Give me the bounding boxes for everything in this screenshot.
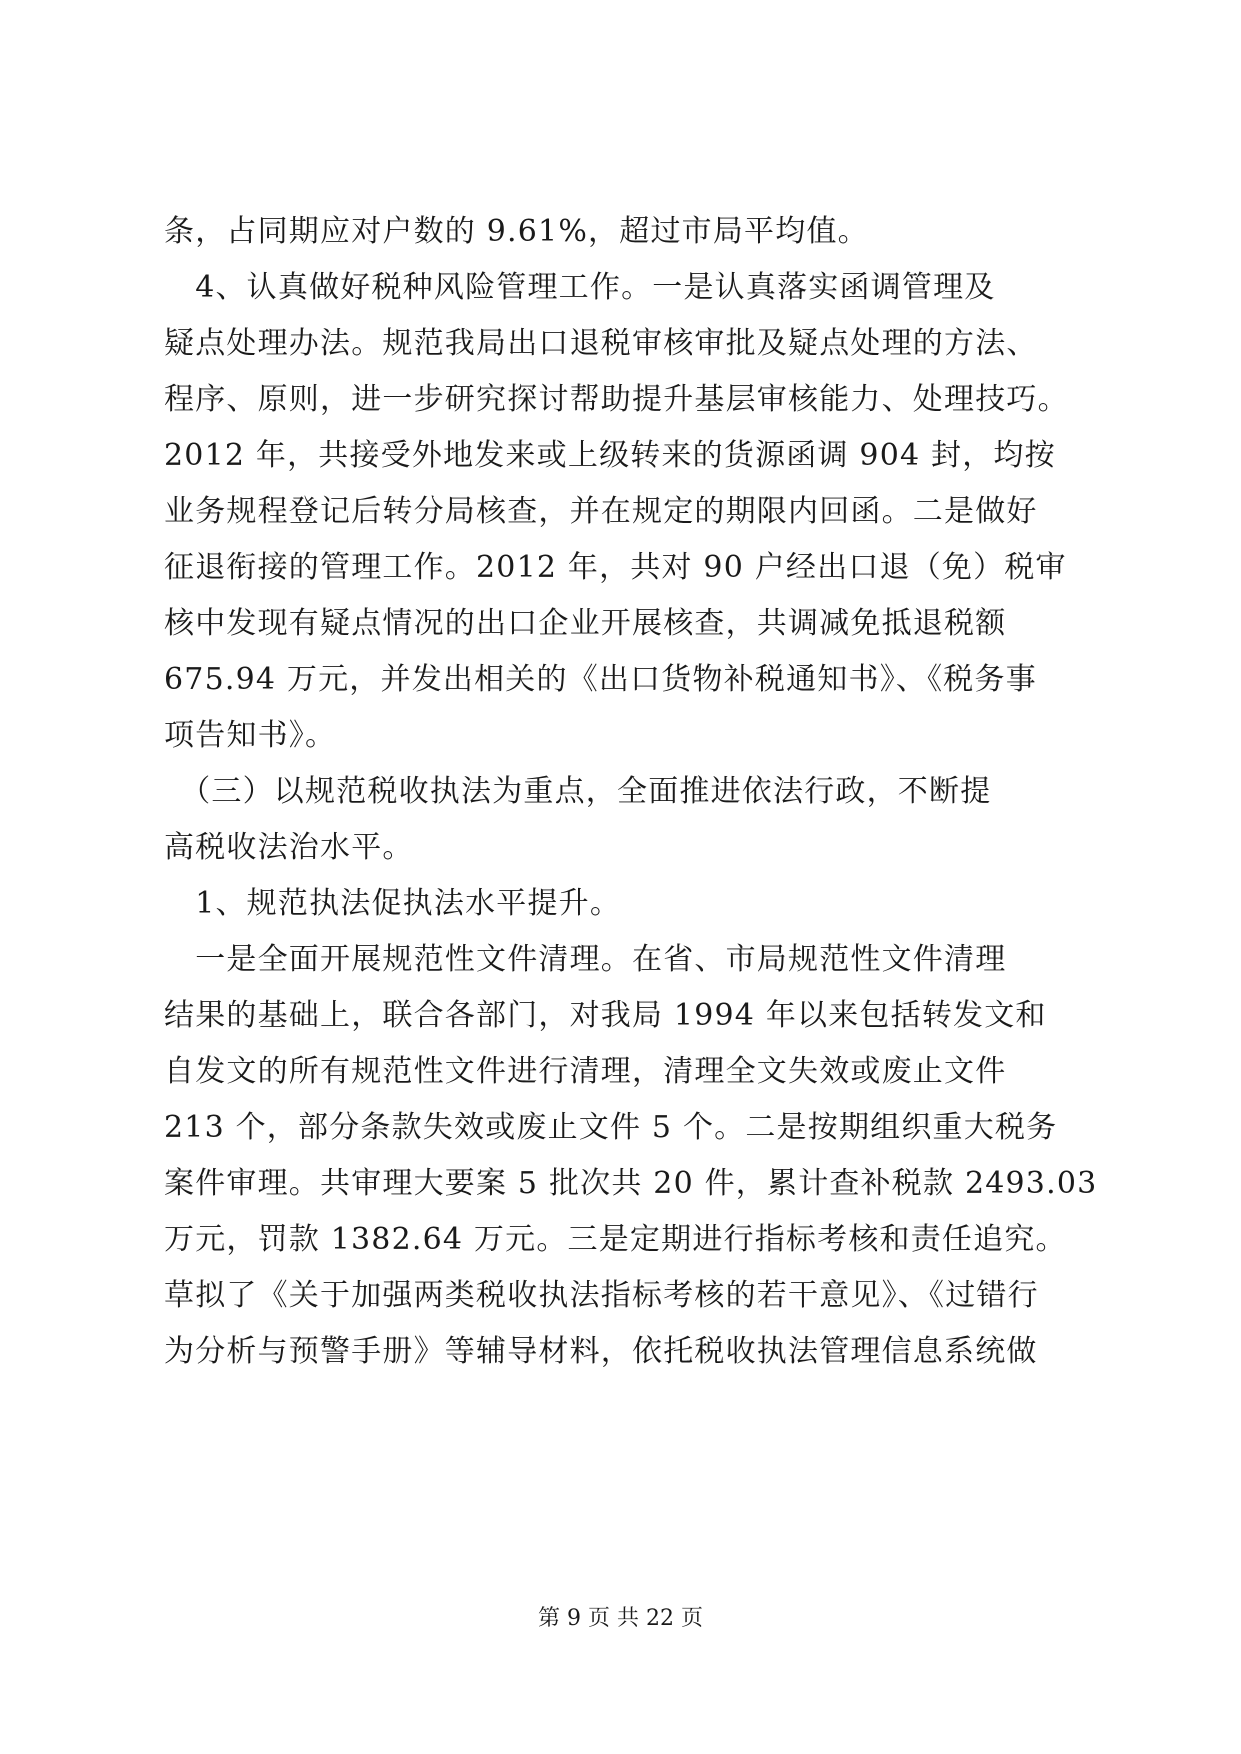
text-line: 为分析与预警手册》等辅导材料，依托税收执法管理信息系统做 [164,1334,1038,1369]
text-line: 条，占同期应对户数的 9.61%，超过市局平均值。 [164,214,869,249]
text-line: 结果的基础上，联合各部门，对我局 1994 年以来包括转发文和 [164,998,1047,1033]
text-line: 万元，罚款 1382.64 万元。三是定期进行指标考核和责任追究。 [164,1222,1067,1257]
text-line: （三）以规范税收执法为重点，全面推进依法行政，不断提 [164,774,992,809]
text-line: 项告知书》。 [164,718,337,753]
text-line: 案件审理。共审理大要案 5 批次共 20 件，累计查补税款 2493.03 [164,1166,1098,1201]
text-line: 征退衔接的管理工作。2012 年，共对 90 户经出口退（免）税审 [164,550,1067,585]
text-line: 高税收法治水平。 [164,830,414,865]
text-line: 业务规程登记后转分局核查，并在规定的期限内回函。二是做好 [164,494,1038,529]
text-line: 核中发现有疑点情况的出口企业开展核查，共调减免抵退税额 [164,606,1007,641]
text-line: 草拟了《关于加强两类税收执法指标考核的若干意见》、《过错行 [164,1278,1039,1313]
page-number-footer: 第 9 页 共 22 页 [538,1606,703,1631]
text-line: 2012 年，共接受外地发来或上级转来的货源函调 904 封，均按 [164,438,1056,473]
text-line: 1、规范执法促执法水平提升。 [164,886,622,921]
text-line: 自发文的所有规范性文件进行清理，清理全文失效或废止文件 [164,1054,1007,1089]
text-line: 4、认真做好税种风险管理工作。一是认真落实函调管理及 [164,270,996,305]
text-line: 疑点处理办法。规范我局出口退税审核审批及疑点处理的方法、 [164,326,1038,361]
text-line: 675.94 万元，并发出相关的《出口货物补税通知书》、《税务事 [164,662,1037,697]
text-line: 213 个，部分条款失效或废止文件 5 个。二是按期组织重大税务 [164,1110,1058,1145]
text-line: 一是全面开展规范性文件清理。在省、市局规范性文件清理 [164,942,1007,977]
text-line: 程序、原则，进一步研究探讨帮助提升基层审核能力、处理技巧。 [164,382,1069,417]
